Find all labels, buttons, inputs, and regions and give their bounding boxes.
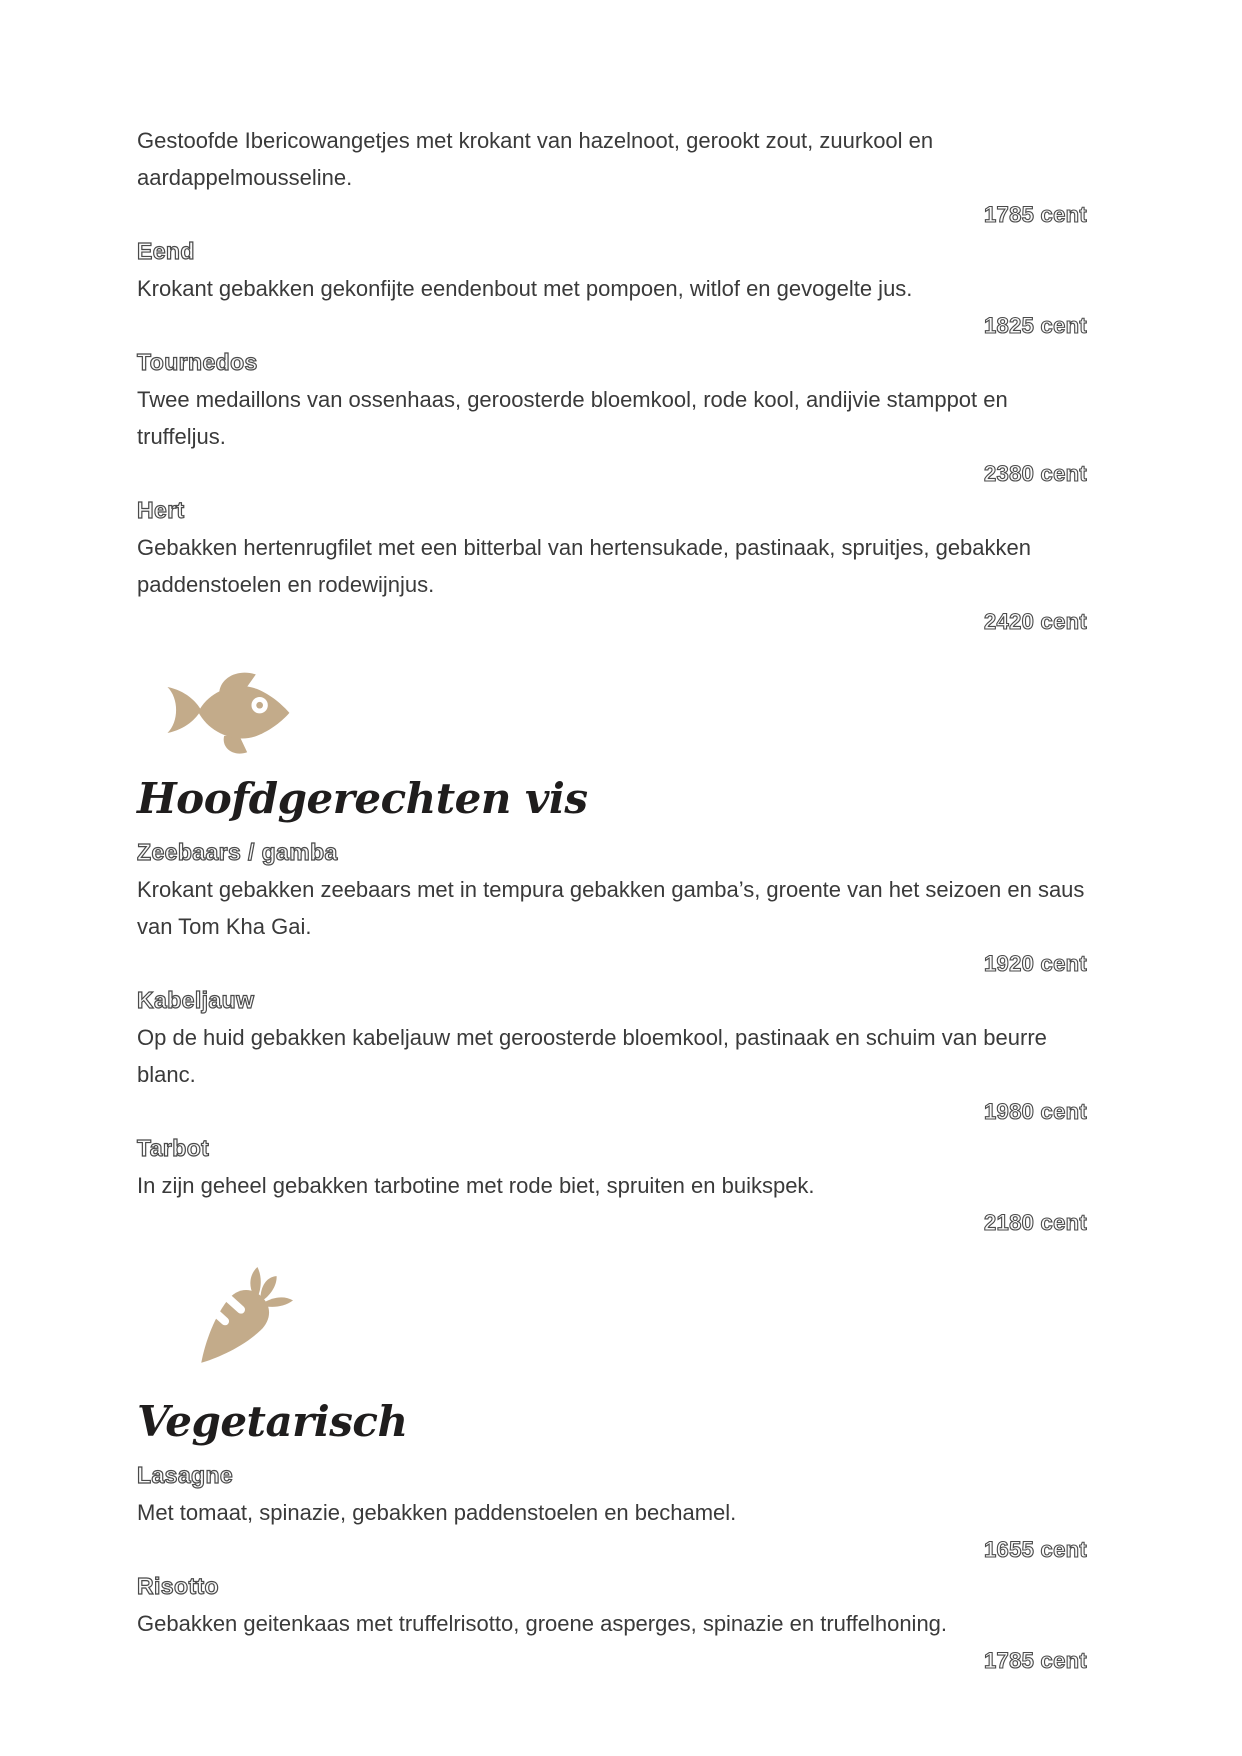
menu-item-name: Zeebaars / gamba [137,839,338,865]
menu-item-description: Gestoofde Ibericowangetjes met krokant van hazelnoot, gerookt zout, zuurkool en aardappelmousseline. [137,128,934,190]
menu-item [137,982,1087,1130]
menu-item-name: Tarbot [137,1135,210,1161]
menu-item-price: 1785 cent [984,202,1087,227]
menu-item [137,1130,1087,1241]
menu-item [137,834,1087,982]
fish-icon [163,662,1087,758]
section-title: Hoofdgerechten vis [137,774,588,823]
section-items [137,834,1087,1241]
menu-item [137,233,1087,344]
menu-item-name: Eend [137,238,195,264]
carrot-icon [177,1263,1087,1381]
menu-item-description: Gebakken hertenrugfilet met een bitterbal van hertensukade, pastinaak, spruitjes, gebakken paddenstoelen en rodewijnjus. [137,535,1031,597]
menu-item-price: 2420 cent [984,609,1087,634]
menu-section [137,1263,1087,1679]
menu-item-description: Met tomaat, spinazie, gebakken paddenstoelen en bechamel. [137,1500,737,1525]
menu-section [137,662,1087,1241]
menu-item-price: 2380 cent [984,461,1087,486]
section-items [137,1457,1087,1679]
menu-item-description: Krokant gebakken zeebaars met in tempura gebakken gamba’s, groente van het seizoen en saus van Tom Kha Gai. [137,877,1085,939]
menu-item-price: 1785 cent [984,1648,1087,1673]
menu-item-name: Hert [137,497,185,523]
menu-item-description: Op de huid gebakken kabeljauw met geroosterde bloemkool, pastinaak en schuim van beurre blanc. [137,1025,1047,1087]
menu-item-name: Tournedos [137,349,258,375]
menu-item-description: Gebakken geitenkaas met truffelrisotto, groene asperges, spinazie en truffelhoning. [137,1611,948,1636]
menu-item-price: 1655 cent [984,1537,1087,1562]
menu-item [137,1457,1087,1568]
menu-item [137,1568,1087,1679]
section-title: Vegetarisch [137,1397,408,1446]
menu-intro-items [137,122,1087,640]
menu-item [137,344,1087,492]
menu-item-description: In zijn geheel gebakken tarbotine met rode biet, spruiten en buikspek. [137,1173,815,1198]
menu-item-description: Twee medaillons van ossenhaas, geroosterde bloemkool, rode kool, andijvie stamppot en truffeljus. [137,387,1008,449]
menu-item-price: 2180 cent [984,1210,1087,1235]
menu-item-name: Risotto [137,1573,220,1599]
menu-item [137,122,1087,233]
menu-sections [137,662,1087,1679]
menu-item-price: 1980 cent [984,1099,1087,1124]
menu-item-name: Lasagne [137,1462,234,1488]
menu-item-price: 1920 cent [984,951,1087,976]
menu-item-name: Kabeljauw [137,987,255,1013]
menu-item-price: 1825 cent [984,313,1087,338]
menu-item-description: Krokant gebakken gekonfijte eendenbout met pompoen, witlof en gevogelte jus. [137,276,913,301]
menu-item [137,492,1087,640]
